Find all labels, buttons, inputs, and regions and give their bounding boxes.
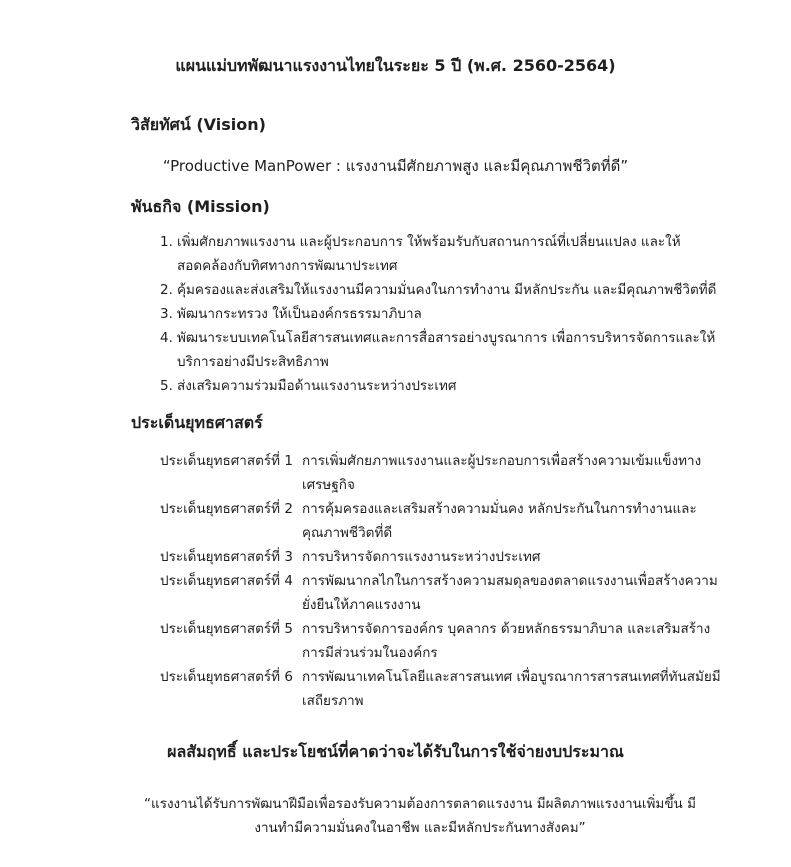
strategy-item-label: ประเด็นยุทธศาสตร์ที่ 2	[160, 501, 293, 517]
strategy-heading: ประเด็นยุทธศาสตร์	[131, 413, 263, 432]
strategy-item	[160, 449, 722, 497]
mission-item	[160, 278, 722, 302]
mission-item	[160, 374, 722, 398]
strategy-item-text: การบริหารจัดการองค์กร บุคลากร ด้วยหลักธรรมาภิบาล และเสริมสร้างการมีส่วนร่วมในองค์กร	[302, 621, 711, 661]
strategy-item-label: ประเด็นยุทธศาสตร์ที่ 6	[160, 669, 293, 685]
strategy-item-text: การพัฒนาเทคโนโลยีและสารสนเทศ เพื่อบูรณาการสารสนเทศที่ทันสมัยมีเสถียรภาพ	[302, 669, 721, 709]
mission-item	[160, 326, 722, 374]
mission-item-text: พัฒนากระทรวง ให้เป็นองค์กรธรรมาภิบาล	[177, 306, 422, 322]
strategy-item	[160, 665, 722, 713]
strategy-item-label: ประเด็นยุทธศาสตร์ที่ 5	[160, 621, 293, 637]
mission-heading: พันธกิจ (Mission)	[131, 197, 270, 216]
strategy-item-text: การพัฒนากลไกในการสร้างความสมดุลของตลาดแรงงานเพื่อสร้างความยั่งยืนให้ภาคแรงงาน	[302, 573, 718, 613]
mission-item-text: เพิ่มศักยภาพแรงงาน และผู้ประกอบการ ให้พร้อมรับกับสถานการณ์ที่เปลี่ยนแปลง และให้สอดคล้องกับทิศทางการพัฒนาประเทศ	[177, 234, 681, 274]
strategy-item-text: การคุ้มครองและเสริมสร้างความมั่นคง หลักประกันในการทำงานและคุณภาพชีวิตที่ดี	[302, 501, 697, 541]
mission-item-number: 1.	[160, 234, 173, 250]
strategy-list	[160, 449, 722, 713]
strategy-item	[160, 497, 722, 545]
mission-item-number: 4.	[160, 330, 173, 346]
strategy-item-text: การเพิ่มศักยภาพแรงงานและผู้ประกอบการเพื่อสร้างความเข้มแข็งทางเศรษฐกิจ	[302, 453, 702, 493]
strategy-item-label: ประเด็นยุทธศาสตร์ที่ 4	[160, 573, 293, 589]
mission-item-number: 2.	[160, 282, 173, 298]
mission-item	[160, 302, 722, 326]
mission-item-number: 5.	[160, 378, 173, 394]
mission-list	[160, 230, 722, 398]
strategy-item-text: การบริหารจัดการแรงงานระหว่างประเทศ	[302, 549, 541, 565]
mission-item-text: ส่งเสริมความร่วมมือด้านแรงงานระหว่างประเทศ	[177, 378, 457, 394]
mission-item-text: คุ้มครองและส่งเสริมให้แรงงานมีความมั่นคงในการทำงาน มีหลักประกัน และมีคุณภาพชีวิตที่ดี	[177, 282, 717, 298]
mission-item-text: พัฒนาระบบเทคโนโลยีสารสนเทศและการสื่อสารอย่างบูรณาการ เพื่อการบริหารจัดการและให้บริการอย่างมีประสิทธิภาพ	[177, 330, 716, 370]
mission-item	[160, 230, 722, 278]
strategy-item-label: ประเด็นยุทธศาสตร์ที่ 1	[160, 453, 293, 469]
outcome-heading: ผลสัมฤทธิ์ และประโยชน์ที่คาดว่าจะได้รับในการใช้จ่ายงบประมาณ	[167, 742, 624, 761]
strategy-item-label: ประเด็นยุทธศาสตร์ที่ 3	[160, 549, 293, 565]
strategy-item	[160, 569, 722, 617]
document-title: แผนแม่บทพัฒนาแรงงานไทยในระยะ 5 ปี (พ.ศ. 2560-2564)	[175, 56, 616, 75]
vision-statement: “Productive ManPower : แรงงานมีศักยภาพสูง และมีคุณภาพชีวิตที่ดี”	[162, 157, 629, 175]
strategy-item	[160, 545, 722, 569]
strategy-item	[160, 617, 722, 665]
outcome-statement: “แรงงานได้รับการพัฒนาฝีมือเพื่อรองรับความต้องการตลาดแรงงาน มีผลิตภาพแรงงานเพิ่มขึ้น มีงานทำมีความมั่นคงในอาชีพ และมีหลักประกันทางสังคม”	[144, 796, 696, 836]
vision-heading: วิสัยทัศน์ (Vision)	[131, 115, 266, 134]
mission-item-number: 3.	[160, 306, 173, 322]
